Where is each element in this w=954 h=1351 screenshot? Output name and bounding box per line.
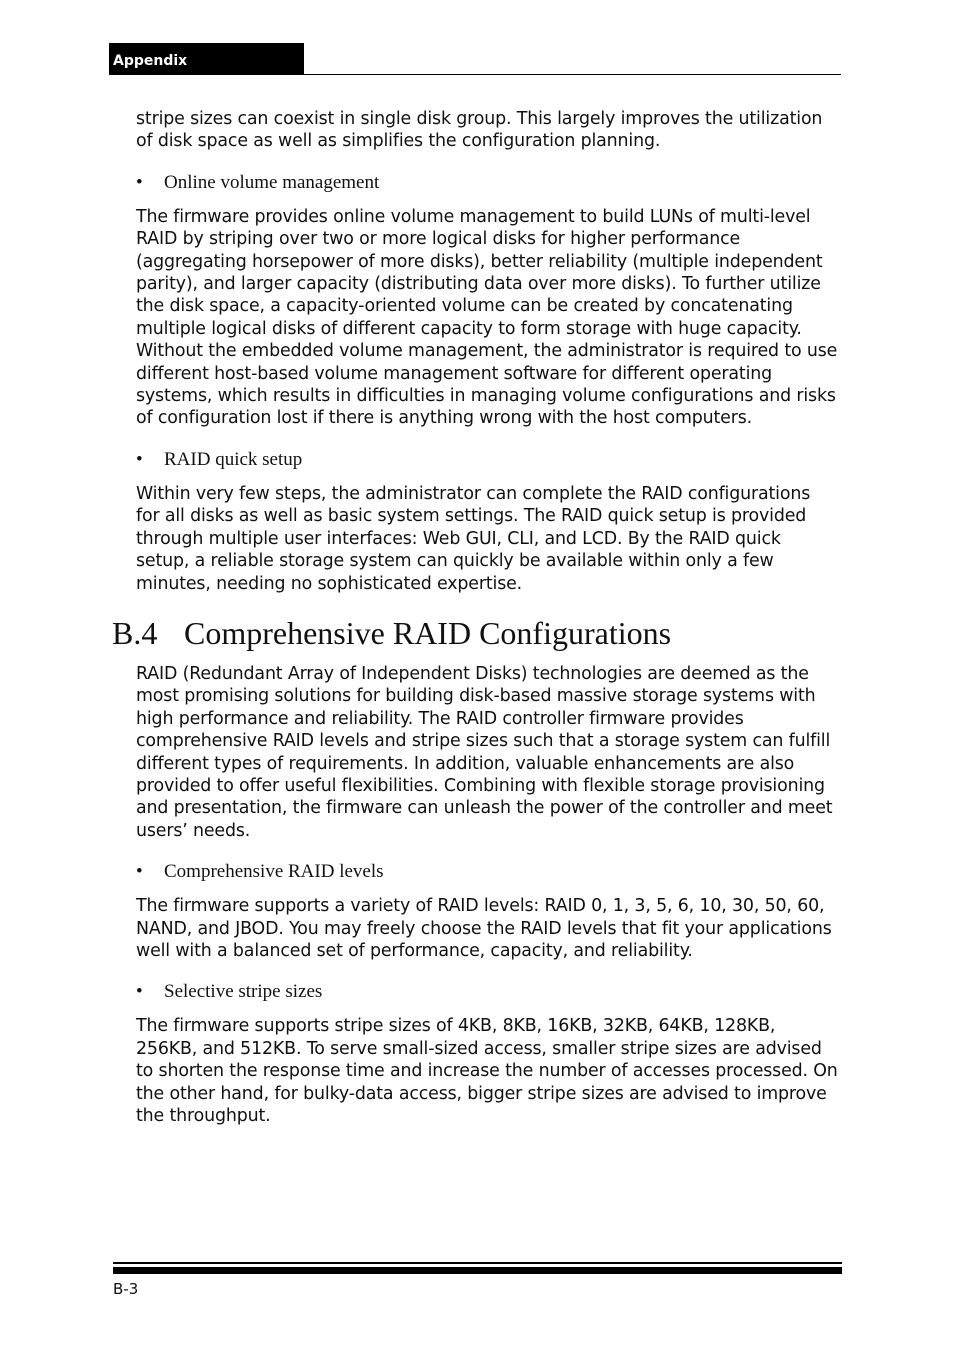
bullet-selective-stripe-sizes <box>136 980 838 1004</box>
paragraph-stripe-sizes: The firmware supports stripe sizes of 4KB, 8KB, 16KB, 32KB, 64KB, 128KB, 256KB, and 512KB. To serve small-sized access, smaller stripe sizes are advised to shorten the response time and increase the number of accesses processed. On the other hand, for bulky-data access, bigger stripe sizes are advised to improve the throughput. <box>136 1016 838 1126</box>
bullet-dot: • <box>136 448 143 470</box>
bullet-label: Online volume management <box>164 171 380 193</box>
footer-rule-thin <box>113 1262 842 1264</box>
bullet-label: Selective stripe sizes <box>164 981 323 1003</box>
header-rule <box>109 74 841 75</box>
page-content <box>112 108 838 1145</box>
paragraph-intro: stripe sizes can coexist in single disk group. This largely improves the utilization of disk space as well as simplifies the configuration planning. <box>136 109 823 152</box>
paragraph-quick-setup: Within very few steps, the administrator can complete the RAID configurations for all disks as well as basic system settings. The RAID quick setup is provided through multiple user interfaces: Web GUI, CLI, and LCD. By the RAID quick setup, a reliable storage system can quickly be available within only a few minutes, needing no sophisticated expertise. <box>136 483 811 594</box>
paragraph-raid-overview: RAID (Redundant Array of Independent Disks) technologies are deemed as the most promising solutions for building disk-based massive storage systems with high performance and reliability. The RAID controller firmware provides comprehensive RAID levels and stripe sizes such that a storage system can fulfill different types of requirements. In addition, valuable enhancements are also provided to offer useful flexibilities. Combining with flexible storage provisioning and presentation, the firmware can unleash the power of the controller and meet users’ needs. <box>136 663 833 841</box>
paragraph-online-volume: The firmware provides online volume management to build LUNs of multi-level RAID by striping over two or more logical disks for higher performance (aggregating horsepower of more disks), better reliability (multiple independent parity), and larger capacity (distributing data over more disks). To further utilize the disk space, a capacity-oriented volume can be created by concatenating multiple logical disks of different capacity to form storage with huge capacity. Without the embedded volume management, the administrator is required to use different host-based volume management software for different operating systems, which results in difficulties in managing volume configurations and risks of configuration lost if there is anything wrong with the host computers. <box>136 206 838 429</box>
bullet-comprehensive-raid-levels <box>136 860 838 884</box>
section-title: Comprehensive RAID Configurations <box>184 614 672 651</box>
bullet-label: Comprehensive RAID levels <box>164 861 384 883</box>
section-heading <box>112 613 838 653</box>
bullet-dot: • <box>136 981 143 1003</box>
page-number: B-3 <box>113 1280 139 1298</box>
bullet-label: RAID quick setup <box>164 448 303 470</box>
section-number: B.4 <box>112 614 158 651</box>
bullet-dot: • <box>136 861 143 883</box>
paragraph-raid-levels: The firmware supports a variety of RAID levels: RAID 0, 1, 3, 5, 6, 10, 30, 50, 60, NAND, and JBOD. You may freely choose the RAID levels that fit your applications well with a balanced set of performance, capacity, and reliability. <box>136 896 832 961</box>
bullet-online-volume-management <box>136 171 838 195</box>
header-section-label: Appendix <box>109 43 304 75</box>
bullet-raid-quick-setup <box>136 448 838 472</box>
footer-rule-thick <box>113 1267 842 1274</box>
bullet-dot: • <box>136 171 143 193</box>
